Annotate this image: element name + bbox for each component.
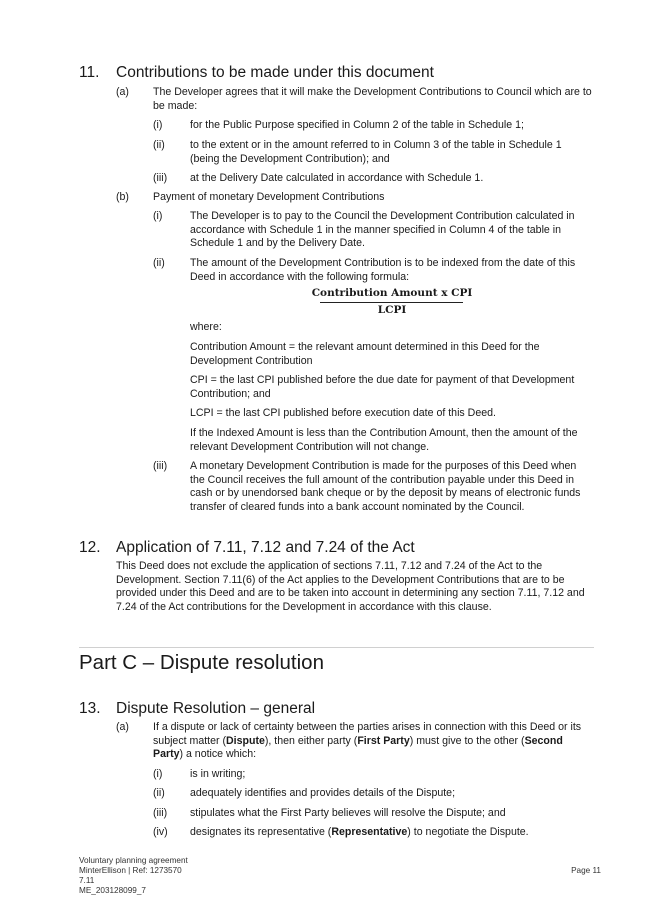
- page-number: Page 11: [571, 866, 601, 875]
- section-13-heading: Dispute Resolution – general: [116, 700, 316, 717]
- clause-11a-i-label: (i): [153, 119, 163, 131]
- definition-lcpi: LCPI = the last CPI published before execution date of this Deed.: [190, 407, 496, 419]
- clause-11a-iii-text: at the Delivery Date calculated in accordance with Schedule 1.: [190, 172, 484, 184]
- part-divider: [79, 647, 594, 648]
- clause-11b-ii-label: (ii): [153, 257, 165, 269]
- clause-11a-text: The Developer agrees that it will make the Development Contributions to Council which are to be made:: [153, 86, 592, 112]
- section-12-text: This Deed does not exclude the application of sections 7.11, 7.12 and 7.24 of the Act to the Development. Section 7.11(6) of the Act applies to the Development Contributions that are to be provided under this Deed and are to be taken into account in determining any section 7.11, 7.12 and 7.24 of the Act contributions for the Development in accordance with this clause.: [116, 560, 585, 613]
- definition-contribution-amount: Contribution Amount = the relevant amount determined in this Deed for the Development Contribution: [190, 341, 540, 367]
- clause-11a-ii-label: (ii): [153, 139, 165, 151]
- term-first-party: First Party: [357, 734, 410, 747]
- clause-11a-label: (a): [116, 86, 129, 98]
- formula-where: where:: [190, 321, 222, 333]
- term-representative: Representative: [331, 826, 408, 838]
- footer-reference: MinterEllison | Ref: 1273570: [79, 866, 182, 875]
- clause-11b-iii-label: (iii): [153, 460, 168, 472]
- clause-13a-ii-text: adequately identifies and provides details of the Dispute;: [190, 787, 456, 799]
- term-dispute: Dispute: [226, 734, 265, 747]
- footer-document-title: Voluntary planning agreement: [79, 856, 188, 865]
- section-11-number: 11.: [79, 64, 100, 81]
- section-11-heading: Contributions to be made under this document: [116, 64, 434, 81]
- clause-13a-label: (a): [116, 721, 129, 733]
- footer-info: [79, 856, 188, 896]
- clause-13a-i-label: (i): [153, 768, 163, 780]
- footer-document-id: ME_203128099_7: [79, 886, 146, 895]
- clause-11b-label: (b): [116, 191, 129, 203]
- clause-11a-ii-text: to the extent or in the amount referred to in Column 3 of the table in Schedule 1 (being the Development Contribution); and: [190, 139, 562, 165]
- clause-13a-text: If a dispute or lack of certainty between the parties arises in connection with this Deed or its subject matter (Dispute), then either party (First Party) must give to the other (Second Party) a notice which:: [153, 721, 582, 761]
- clause-11b-i-label: (i): [153, 210, 163, 222]
- clause-13a-iii-text: stipulates what the First Party believes will resolve the Dispute; and: [190, 807, 506, 819]
- formula-numerator: Contribution Amount x CPI: [311, 287, 473, 299]
- formula-denominator: LCPI: [377, 304, 407, 316]
- clause-11b-iii-text: A monetary Development Contribution is made for the purposes of this Deed when the Council receives the full amount of the contribution payable under this Deed in cash or by unendorsed bank cheque or by the deposit by means of electronic funds transfer of cleared funds into a bank account nominated by the Council.: [190, 460, 581, 513]
- clause-13a-iv-text: designates its representative (Representative) to negotiate the Dispute.: [190, 826, 529, 838]
- clause-13a-iii-label: (iii): [153, 807, 168, 819]
- definition-cpi: CPI = the last CPI published before the due date for payment of that Development Contribution; and: [190, 374, 575, 400]
- section-13-number: 13.: [79, 700, 101, 717]
- clause-11a-i-text: for the Public Purpose specified in Column 2 of the table in Schedule 1;: [190, 119, 524, 131]
- clause-11b-text: Payment of monetary Development Contributions: [153, 191, 385, 203]
- clause-11b-ii-text: The amount of the Development Contribution is to be indexed from the date of this Deed in accordance with the following formula:: [190, 257, 576, 283]
- formula-fraction-bar: [320, 302, 463, 303]
- section-12-heading: Application of 7.11, 7.12 and 7.24 of the Act: [116, 539, 415, 556]
- clause-11b-i-text: The Developer is to pay to the Council the Development Contribution calculated in accordance with Schedule 1 in the manner specified in Column 4 of the table in Schedule 1 and by the Delivery Date.: [190, 210, 575, 250]
- clause-13a-iv-label: (iv): [153, 826, 168, 838]
- section-12-number: 12.: [79, 539, 101, 556]
- term-second-party: Second Party: [153, 734, 563, 761]
- footer-section: 7.11: [79, 876, 95, 885]
- clause-11a-iii-label: (iii): [153, 172, 168, 184]
- indexed-amount-note: If the Indexed Amount is less than the Contribution Amount, then the amount of the relevant Development Contribution will not change.: [190, 427, 578, 453]
- part-c-heading: Part C – Dispute resolution: [79, 651, 324, 674]
- clause-13a-i-text: is in writing;: [190, 768, 246, 780]
- clause-13a-ii-label: (ii): [153, 787, 165, 799]
